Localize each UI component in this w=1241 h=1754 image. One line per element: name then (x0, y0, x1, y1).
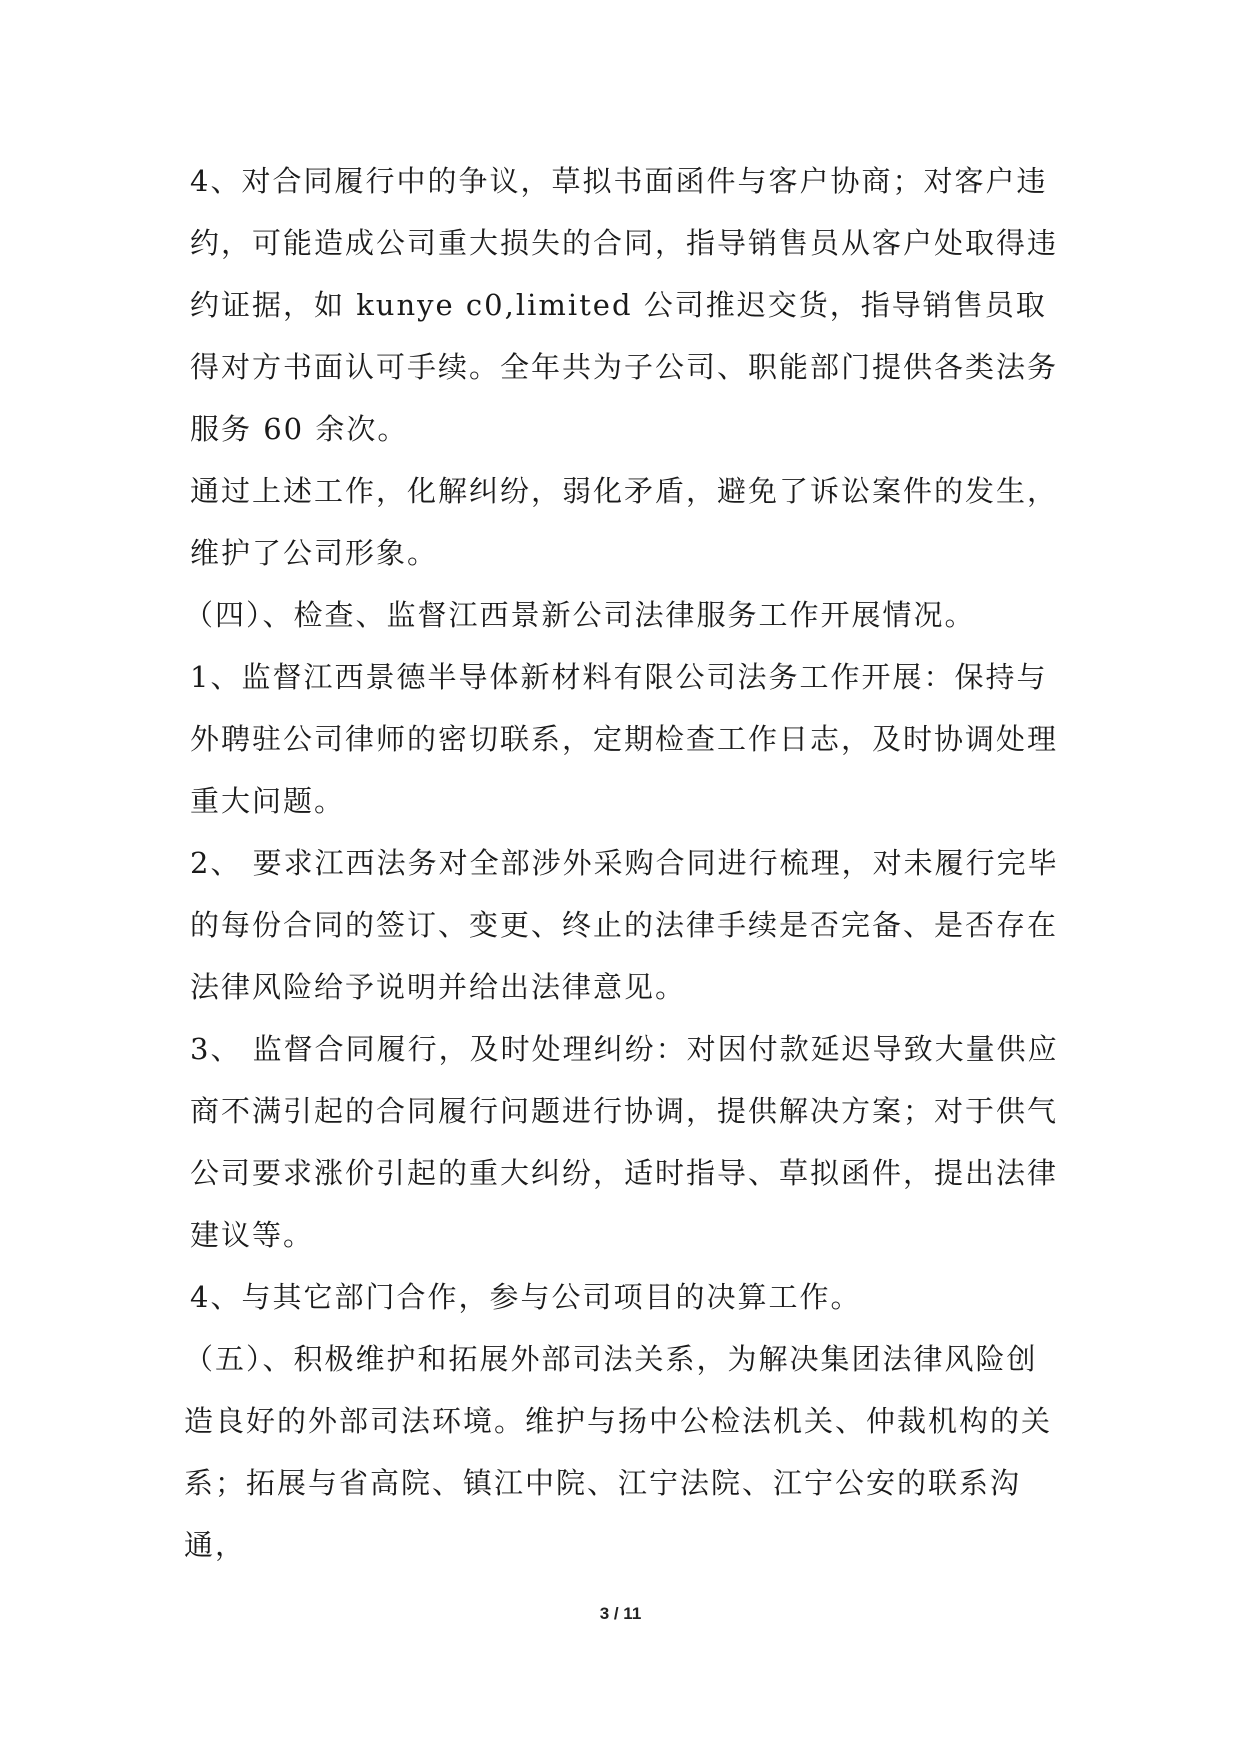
section-heading-five: （五）、积极维护和拓展外部司法关系，为解决集团法律风险创造良好的外部司法环境。维护与扬中公检法机关、仲裁机构的关系；拓展与省高院、镇江中院、江宁法院、江宁公安的联系沟通， (184, 1342, 1053, 1562)
paragraph-item-4: 4、与其它部门合作，参与公司项目的决算工作。 (190, 1280, 862, 1314)
paragraph-item-3: 3、 监督合同履行，及时处理纠纷：对因付款延迟导致大量供应商不满引起的合同履行问题进行协调，提供解决方案；对于供气公司要求涨价引起的重大纠纷，适时指导、草拟函件，提出法律建议等。 (190, 1032, 1059, 1252)
paragraph-item-2: 2、 要求江西法务对全部涉外采购合同进行梳理，对未履行完毕的每份合同的签订、变更、终止的法律手续是否完备、是否存在法律风险给予说明并给出法律意见。 (190, 846, 1059, 1004)
page-number: 3 / 11 (599, 1604, 642, 1623)
document-body (184, 150, 1060, 1576)
paragraph-summary: 通过上述工作，化解纠纷，弱化矛盾，避免了诉讼案件的发生，维护了公司形象。 (190, 474, 1059, 570)
paragraph-dispute-handling: 4、对合同履行中的争议，草拟书面函件与客户协商；对客户违约，可能造成公司重大损失的合同，指导销售员从客户处取得违约证据，如 kunye c0,limited 公司推迟交货，指导销售员取得对方书面认可手续。全年共为子公司、职能部门提供各类法务服务 60 余次。 (190, 164, 1059, 446)
section-heading-four: （四）、检查、监督江西景新公司法律服务工作开展情况。 (184, 598, 976, 632)
paragraph-item-1: 1、监督江西景德半导体新材料有限公司法务工作开展：保持与外聘驻公司律师的密切联系，定期检查工作日志，及时协调处理重大问题。 (190, 660, 1059, 818)
